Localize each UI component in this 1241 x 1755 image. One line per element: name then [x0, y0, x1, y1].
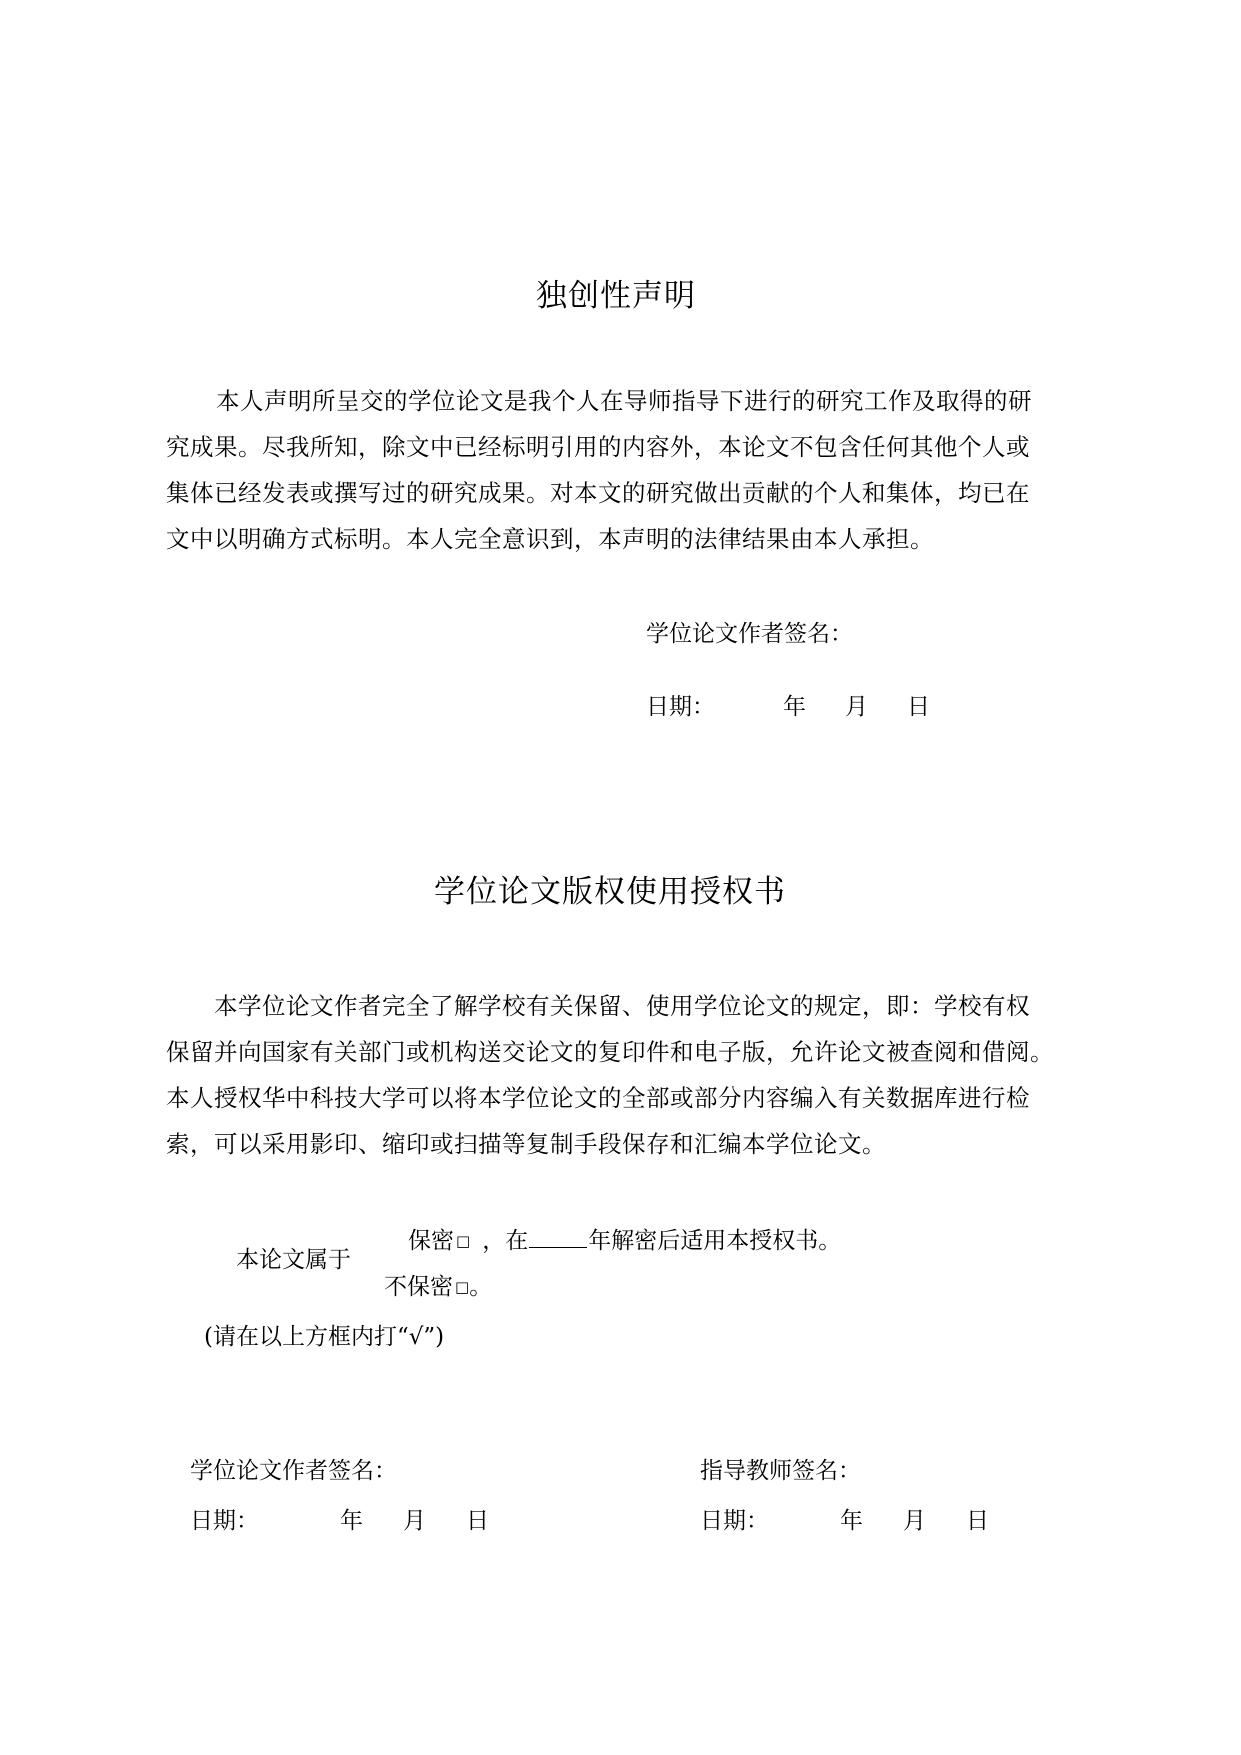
- declaration-line-3: 集体已经发表或撰写过的研究成果。对本文的研究做出贡献的个人和集体，均已在: [166, 479, 1030, 507]
- authorization-line-1: 本学位论文作者完全了解学校有关保留、使用学位论文的规定，即：学校有权: [214, 992, 1030, 1020]
- declaration-line-4: 文中以明确方式标明。本人完全意识到，本声明的法律结果由本人承担。: [166, 525, 934, 553]
- secret-after-box: ，在: [482, 1228, 529, 1254]
- author-date-row: [190, 1502, 489, 1535]
- declaration-title: 独创性声明: [536, 278, 696, 314]
- authorization-line-4: 索，可以采用影印、缩印或扫描等复制手段保存和汇编本学位论文。: [166, 1130, 886, 1158]
- advisor-signature-label: 指导教师签名：: [700, 1458, 861, 1484]
- date-label: 日期：: [646, 694, 715, 720]
- day-label: 日: [466, 1508, 489, 1534]
- secret-option-label: 保密: [408, 1228, 454, 1254]
- nonsecret-suffix: 。: [469, 1274, 493, 1300]
- secret-suffix: 年解密后适用本授权书。: [588, 1228, 842, 1254]
- date-label: 日期：: [700, 1508, 769, 1534]
- day-label: 日: [966, 1508, 989, 1534]
- authorization-line-3: 本人授权华中科技大学可以将本学位论文的全部或部分内容编入有关数据库进行检: [166, 1084, 1030, 1112]
- advisor-date-row: [700, 1502, 989, 1535]
- belongs-label: 本论文属于: [236, 1247, 351, 1273]
- year-label: 年: [783, 694, 806, 720]
- nonsecret-checkbox[interactable]: □: [455, 1278, 470, 1296]
- nonsecret-option-label: 不保密: [384, 1274, 453, 1300]
- day-label: 日: [907, 694, 930, 720]
- authorization-author-signature-label: 学位论文作者签名：: [190, 1458, 397, 1484]
- authorization-line-2: 保留并向国家有关部门或机构送交论文的复印件和电子版，允许论文被查阅和借阅。: [166, 1038, 1054, 1066]
- year-label: 年: [840, 1508, 863, 1534]
- decrypt-year-blank[interactable]: [529, 1227, 587, 1248]
- authorization-title: 学位论文版权使用授权书: [434, 874, 786, 910]
- month-label: 月: [403, 1508, 426, 1534]
- declaration-date-row: [646, 688, 930, 721]
- date-label: 日期：: [190, 1508, 259, 1534]
- secret-checkbox[interactable]: □: [456, 1232, 471, 1250]
- month-label: 月: [903, 1508, 926, 1534]
- declaration-author-signature-label: 学位论文作者签名：: [646, 621, 853, 647]
- nonsecret-option-row: [384, 1268, 492, 1301]
- declaration-line-1: 本人声明所呈交的学位论文是我个人在导师指导下进行的研究工作及取得的研: [216, 387, 1032, 415]
- secret-option-row: [408, 1222, 841, 1255]
- declaration-line-2: 究成果。尽我所知，除文中已经标明引用的内容外，本论文不包含任何其他个人或: [166, 433, 1030, 461]
- month-label: 月: [845, 694, 868, 720]
- year-label: 年: [340, 1508, 363, 1534]
- checkbox-instruction: (请在以上方框内打“√”): [204, 1324, 445, 1350]
